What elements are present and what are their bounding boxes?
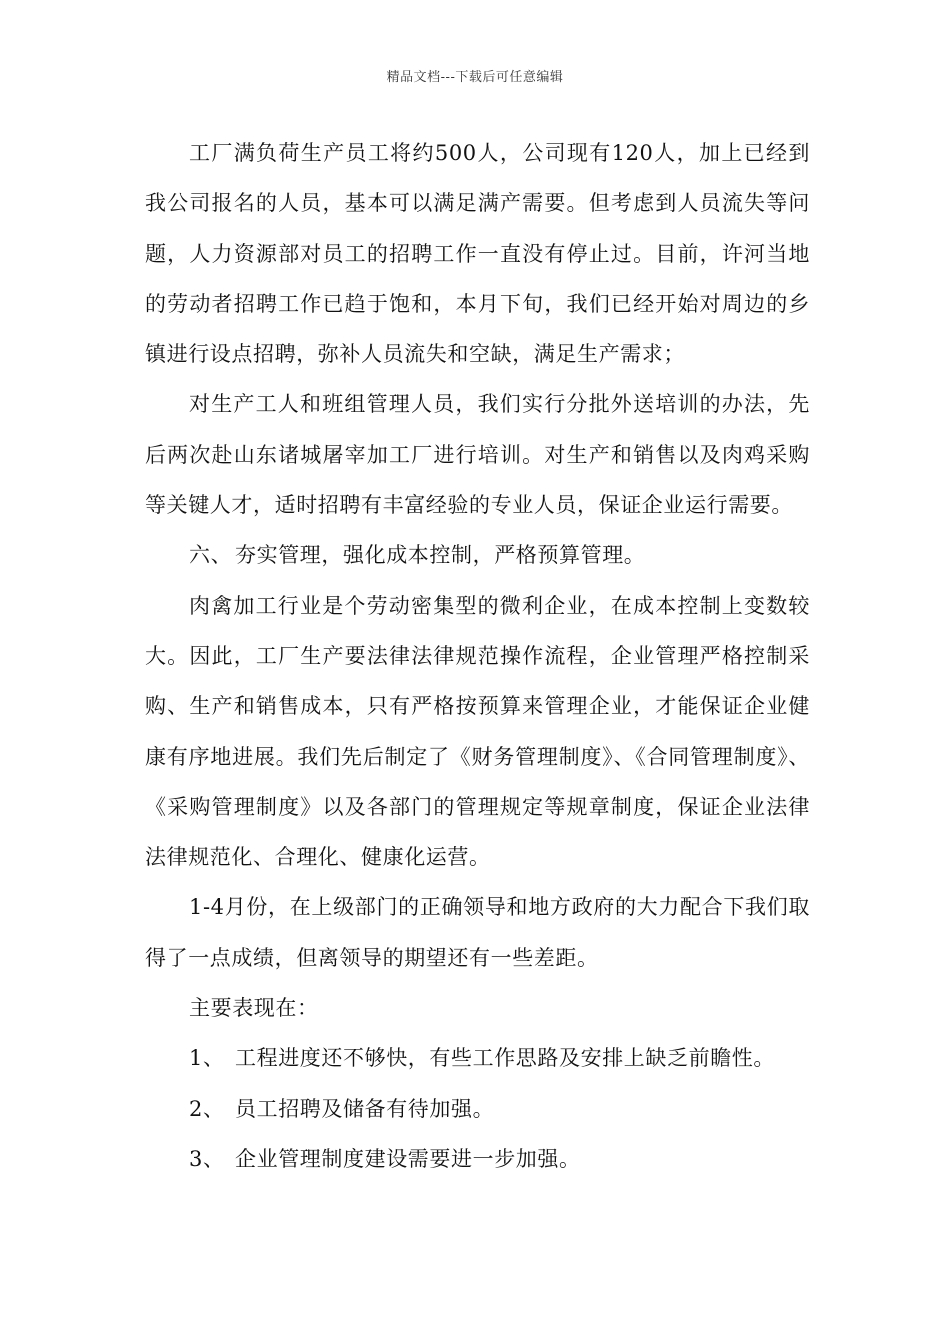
list-item-text: 员工招聘及储备有待加强。 [235,1096,495,1121]
list-item-text: 企业管理制度建设需要进一步加强。 [235,1146,581,1171]
section-title: 夯实管理，强化成本控制，严格预算管理。 [235,543,646,568]
paragraph-achievements: 1-4月份，在上级部门的正确领导和地方政府的大力配合下我们取得了一点成绩，但离领导的期望还有一些差距。 [145,895,810,970]
list-item [145,1033,810,1083]
list-item-number: 2、 [189,1096,225,1121]
list-item [145,1134,810,1184]
section-number: 六、 [189,543,233,568]
paragraph-training: 对生产工人和班组管理人员，我们实行分批外送培训的办法，先后两次赴山东诸城屠宰加工厂进行培训。对生产和销售以及肉鸡采购等关键人才，适时招聘有丰富经验的专业人员，保证企业运行需要。 [145,392,810,518]
list-item [145,1084,810,1134]
page-header: 精品文档---下载后可任意编辑 [386,70,564,85]
document-body [145,128,810,1184]
list-item-number: 1、 [189,1046,225,1071]
paragraph-cost-control: 肉禽加工行业是个劳动密集型的微利企业，在成本控制上变数较大。因此，工厂生产要法律法律规范操作流程，企业管理严格控制采购、生产和销售成本，只有严格按预算来管理企业，才能保证企业健康有序地进展。我们先后制定了《财务管理制度》、《合同管理制度》、《采购管理制度》以及各部门的管理规定等规章制度，保证企业法律法律规范化、合理化、健康化运营。 [145,593,810,870]
list-item-text: 工程进度还不够快，有些工作思路及安排上缺乏前瞻性。 [235,1046,775,1071]
list-item-number: 3、 [189,1146,225,1171]
section-heading [145,530,810,580]
summary-label: 主要表现在： [189,996,319,1021]
paragraph-recruitment: 工厂满负荷生产员工将约500人，公司现有120人，加上已经到我公司报名的人员，基本可以满足满产需要。但考虑到人员流失等问题，人力资源部对员工的招聘工作一直没有停止过。目前，许河当地的劳动者招聘工作已趋于饱和，本月下旬，我们已经开始对周边的乡镇进行设点招聘，弥补人员流失和空缺，满足生产需求； [145,141,810,367]
